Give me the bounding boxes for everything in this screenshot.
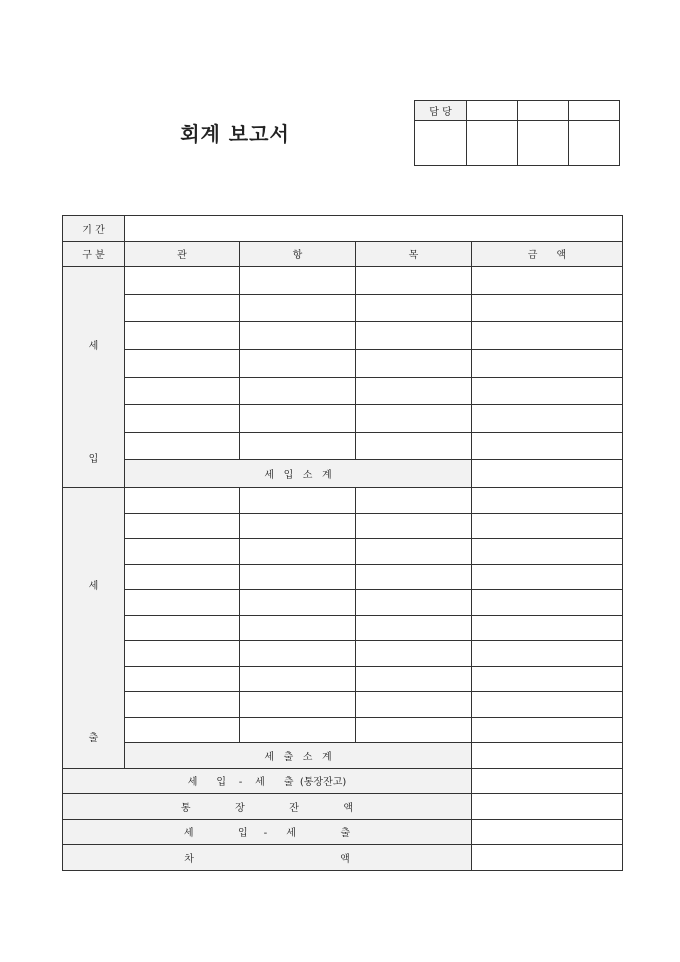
header-gwan: 관 xyxy=(125,241,240,267)
cell[interactable] xyxy=(125,539,240,565)
approval-head-cell xyxy=(467,101,518,121)
cell[interactable] xyxy=(356,513,472,539)
cell[interactable] xyxy=(240,488,356,514)
bank-balance-label: 통 장 잔 액 xyxy=(63,794,472,820)
cell[interactable] xyxy=(356,641,472,667)
cell[interactable] xyxy=(240,377,356,405)
expense-row xyxy=(63,666,623,692)
cell[interactable] xyxy=(356,717,472,743)
cell[interactable] xyxy=(125,294,240,322)
income-row xyxy=(63,377,623,405)
header-hang: 항 xyxy=(240,241,356,267)
expense-row xyxy=(63,513,623,539)
header-row xyxy=(63,241,623,267)
expense-row xyxy=(63,488,623,514)
expense-subtotal-amount[interactable] xyxy=(472,743,623,769)
amount-cell[interactable] xyxy=(472,488,623,514)
approval-sign-cell[interactable] xyxy=(518,121,569,166)
approval-sign-cell[interactable] xyxy=(569,121,620,166)
cell[interactable] xyxy=(240,666,356,692)
expense-row xyxy=(63,717,623,743)
cell[interactable] xyxy=(125,666,240,692)
cell[interactable] xyxy=(125,432,240,460)
cell[interactable] xyxy=(125,267,240,295)
header-mok: 목 xyxy=(356,241,472,267)
expense-row xyxy=(63,564,623,590)
cell[interactable] xyxy=(125,590,240,616)
cell[interactable] xyxy=(356,564,472,590)
cell[interactable] xyxy=(356,615,472,641)
income-minus-expense-label: 세 입 - 세 출 xyxy=(63,819,472,845)
income-row xyxy=(63,349,623,377)
cell[interactable] xyxy=(240,615,356,641)
income-row xyxy=(63,432,623,460)
expense-row xyxy=(63,615,623,641)
expense-label xyxy=(63,488,125,769)
income-subtotal-amount[interactable] xyxy=(472,460,623,488)
summary-amount[interactable] xyxy=(472,845,623,871)
summary-amount[interactable] xyxy=(472,794,623,820)
income-row xyxy=(63,294,623,322)
cell[interactable] xyxy=(240,513,356,539)
cell[interactable] xyxy=(240,349,356,377)
summary-row xyxy=(63,794,623,820)
cell[interactable] xyxy=(356,432,472,460)
amount-cell[interactable] xyxy=(472,615,623,641)
amount-cell[interactable] xyxy=(472,717,623,743)
cell[interactable] xyxy=(356,294,472,322)
cell[interactable] xyxy=(240,717,356,743)
cell[interactable] xyxy=(240,641,356,667)
cell[interactable] xyxy=(356,692,472,718)
income-subtotal-label: 세 입 소 계 xyxy=(125,460,472,488)
header-category: 구 분 xyxy=(63,241,125,267)
period-row xyxy=(63,216,623,242)
cell[interactable] xyxy=(240,294,356,322)
approval-head-cell xyxy=(569,101,620,121)
approval-sign-cell[interactable] xyxy=(467,121,518,166)
cell[interactable] xyxy=(356,405,472,433)
cell[interactable] xyxy=(240,692,356,718)
expense-row xyxy=(63,692,623,718)
income-row xyxy=(63,322,623,350)
cell[interactable] xyxy=(356,539,472,565)
approval-box xyxy=(414,100,620,166)
expense-subtotal-row xyxy=(63,743,623,769)
cell[interactable] xyxy=(125,513,240,539)
summary-amount[interactable] xyxy=(472,819,623,845)
cell[interactable] xyxy=(240,432,356,460)
cell[interactable] xyxy=(240,322,356,350)
amount-cell[interactable] xyxy=(472,405,623,433)
cell[interactable] xyxy=(356,590,472,616)
income-row xyxy=(63,405,623,433)
summary-row xyxy=(63,845,623,871)
income-label-char: 세 xyxy=(88,341,99,352)
amount-cell[interactable] xyxy=(472,564,623,590)
amount-cell[interactable] xyxy=(472,539,623,565)
cell[interactable] xyxy=(125,488,240,514)
amount-cell[interactable] xyxy=(472,322,623,350)
cell[interactable] xyxy=(356,322,472,350)
cell[interactable] xyxy=(240,405,356,433)
approval-sign-cell[interactable] xyxy=(415,121,467,166)
summary-row xyxy=(63,768,623,794)
amount-cell[interactable] xyxy=(472,377,623,405)
cell[interactable] xyxy=(125,717,240,743)
amount-cell[interactable] xyxy=(472,692,623,718)
cell[interactable] xyxy=(240,564,356,590)
income-subtotal-row xyxy=(63,460,623,488)
cell[interactable] xyxy=(356,666,472,692)
difference-label: 차 액 xyxy=(63,845,472,871)
amount-cell[interactable] xyxy=(472,349,623,377)
cell[interactable] xyxy=(356,267,472,295)
amount-cell[interactable] xyxy=(472,513,623,539)
approval-head-cell xyxy=(518,101,569,121)
cell[interactable] xyxy=(125,564,240,590)
period-value-cell[interactable] xyxy=(125,216,623,242)
balance-label: 세 입 - 세 출 (통장잔고) xyxy=(63,768,472,794)
cell[interactable] xyxy=(125,405,240,433)
cell[interactable] xyxy=(356,377,472,405)
expense-row xyxy=(63,641,623,667)
summary-amount[interactable] xyxy=(472,768,623,794)
cell[interactable] xyxy=(356,349,472,377)
amount-cell[interactable] xyxy=(472,267,623,295)
accounting-table xyxy=(62,215,623,871)
amount-cell[interactable] xyxy=(472,294,623,322)
cell[interactable] xyxy=(125,692,240,718)
cell[interactable] xyxy=(125,377,240,405)
cell[interactable] xyxy=(125,349,240,377)
income-label-char: 입 xyxy=(88,454,99,465)
period-label: 기 간 xyxy=(63,216,125,242)
cell[interactable] xyxy=(240,267,356,295)
page-title: 회계 보고서 xyxy=(180,122,290,146)
amount-cell[interactable] xyxy=(472,590,623,616)
cell[interactable] xyxy=(125,322,240,350)
cell[interactable] xyxy=(240,539,356,565)
expense-row xyxy=(63,590,623,616)
cell[interactable] xyxy=(125,641,240,667)
header-amount: 금 액 xyxy=(472,241,623,267)
expense-row xyxy=(63,539,623,565)
cell[interactable] xyxy=(125,615,240,641)
summary-row xyxy=(63,819,623,845)
expense-subtotal-label: 세 출 소 계 xyxy=(125,743,472,769)
expense-label-char: 출 xyxy=(88,733,99,744)
income-label xyxy=(63,267,125,488)
income-row xyxy=(63,267,623,295)
amount-cell[interactable] xyxy=(472,641,623,667)
amount-cell[interactable] xyxy=(472,432,623,460)
cell[interactable] xyxy=(356,488,472,514)
approval-label: 담 당 xyxy=(415,101,467,121)
amount-cell[interactable] xyxy=(472,666,623,692)
expense-label-char: 세 xyxy=(88,581,99,592)
cell[interactable] xyxy=(240,590,356,616)
